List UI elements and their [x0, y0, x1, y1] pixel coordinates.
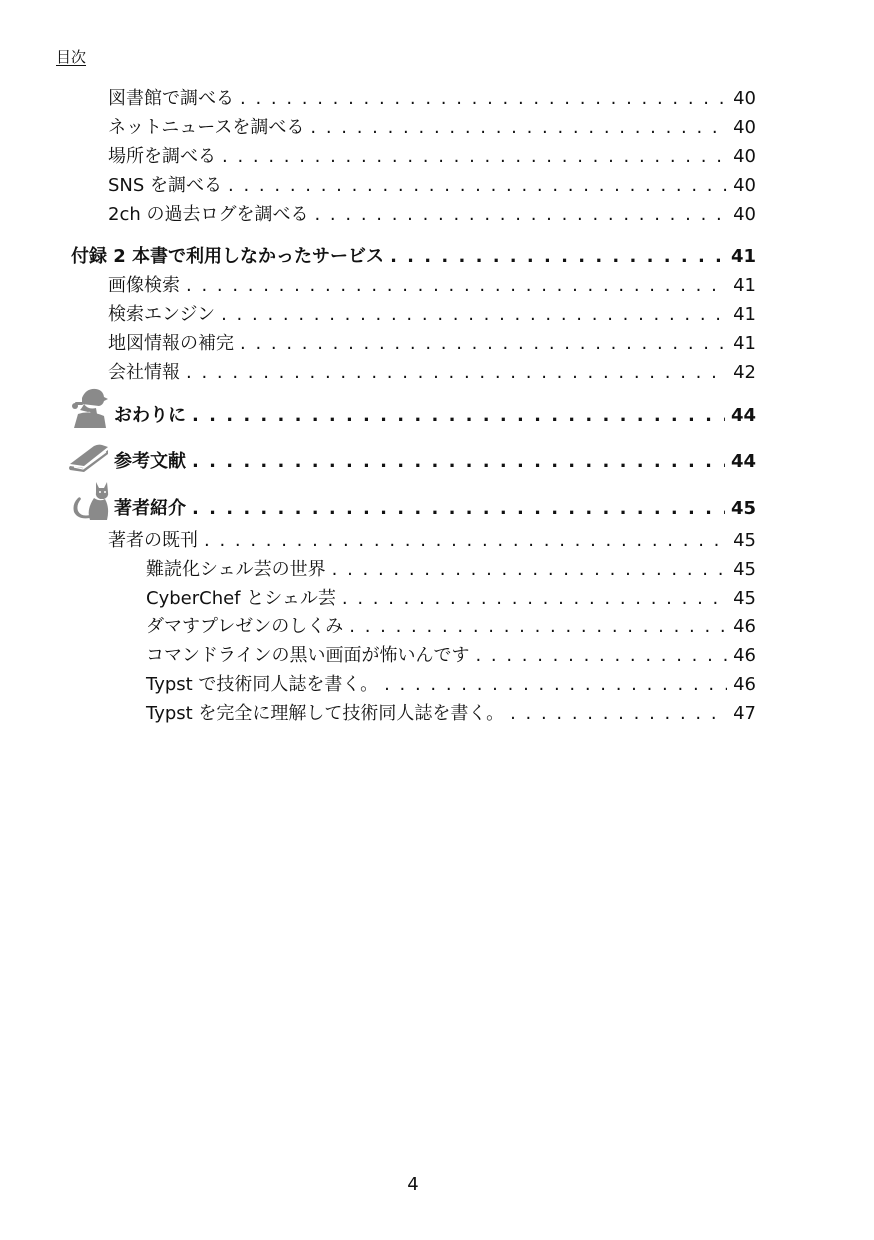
toc-chapter-owarini[interactable]	[114, 401, 756, 427]
toc-entry-page: 46	[733, 674, 756, 695]
toc-entry-label: 画像検索	[108, 275, 180, 296]
toc-entry-label: コマンドラインの黒い画面が怖いんです	[146, 645, 470, 666]
toc-entry-page: 41	[733, 275, 756, 296]
toc-entry-page: 45	[730, 498, 756, 519]
dot-leader	[186, 275, 727, 296]
toc-entry-label: CyberChef とシェル芸	[146, 588, 336, 609]
toc-entry-label: 検索エンジン	[108, 304, 216, 325]
dot-leader	[240, 333, 727, 354]
toc-entry-page: 40	[733, 117, 756, 138]
cat-icon	[70, 480, 112, 522]
toc-entry-label: 図書館で調べる	[108, 88, 234, 109]
toc-chapter-appendix2[interactable]	[71, 242, 756, 268]
page-number: 4	[407, 1174, 419, 1195]
toc-entry[interactable]	[108, 84, 756, 110]
toc-subentry[interactable]	[146, 699, 756, 725]
toc-entry[interactable]	[108, 171, 756, 197]
toc-chapter-chosha[interactable]	[114, 494, 756, 520]
dot-leader	[332, 559, 727, 580]
toc-subentry[interactable]	[146, 584, 756, 610]
toc-entry-label: 2ch の過去ログを調べる	[108, 204, 309, 225]
dot-leader	[510, 703, 727, 724]
toc-entry-page: 45	[733, 588, 756, 609]
toc-chapter-sanko[interactable]	[114, 447, 756, 473]
dot-leader	[192, 498, 725, 519]
toc-entry-label: Typst を完全に理解して技術同人誌を書く。	[146, 703, 505, 724]
dot-leader	[228, 175, 727, 196]
book-icon	[68, 442, 110, 474]
toc-entry-label: ダマすプレゼンのしくみ	[146, 616, 344, 637]
toc-entry-page: 44	[730, 405, 756, 426]
toc-entry-page: 45	[733, 559, 756, 580]
dot-leader	[192, 405, 725, 426]
toc-entry-label: 場所を調べる	[108, 146, 216, 167]
toc-entry-label: 参考文献	[114, 451, 186, 472]
toc-entry-page: 46	[733, 645, 756, 666]
toc-entry-page: 46	[733, 616, 756, 637]
toc-entry-page: 42	[733, 362, 756, 383]
toc-entry-page: 47	[733, 703, 756, 724]
dot-leader	[475, 645, 727, 666]
dot-leader	[240, 88, 727, 109]
toc-entry[interactable]	[108, 142, 756, 168]
toc-entry[interactable]	[108, 271, 756, 297]
toc-entry-page: 41	[730, 246, 756, 267]
toc-entry-page: 41	[733, 304, 756, 325]
dot-leader	[192, 451, 725, 472]
toc-entry-page: 45	[733, 530, 756, 551]
dot-leader	[204, 530, 727, 551]
toc-entry-label: Typst で技術同人誌を書く。	[146, 674, 379, 695]
toc-entry-label: 著者の既刊	[108, 530, 198, 551]
toc-entry-label: 会社情報	[108, 362, 180, 383]
toc-entry[interactable]	[108, 526, 756, 552]
toc-subentry[interactable]	[146, 555, 756, 581]
running-header: 目次	[56, 48, 87, 66]
dot-leader	[349, 616, 727, 637]
dot-leader	[390, 246, 725, 267]
toc-entry[interactable]	[108, 113, 756, 139]
dot-leader	[186, 362, 727, 383]
toc-entry-label: 著者紹介	[114, 498, 186, 519]
dot-leader	[221, 304, 727, 325]
dot-leader	[222, 146, 727, 167]
dot-leader	[310, 117, 727, 138]
dot-leader	[342, 588, 727, 609]
toc-entry-label: SNS を調べる	[108, 175, 223, 196]
dot-leader	[314, 204, 727, 225]
toc-entry-label: 付録 2 本書で利用しなかったサービス	[71, 246, 385, 267]
toc-entry[interactable]	[108, 329, 756, 355]
toc-entry[interactable]	[108, 200, 756, 226]
toc-entry-page: 41	[733, 333, 756, 354]
toc-entry-page: 44	[730, 451, 756, 472]
dot-leader	[384, 674, 727, 695]
toc-entry-page: 40	[733, 146, 756, 167]
toc-subentry[interactable]	[146, 670, 756, 696]
toc-entry-label: 地図情報の補完	[108, 333, 234, 354]
toc-entry[interactable]	[108, 300, 756, 326]
detective-icon	[70, 386, 110, 428]
toc-entry-page: 40	[733, 175, 756, 196]
toc-subentry[interactable]	[146, 641, 756, 667]
toc-entry-label: 難読化シェル芸の世界	[146, 559, 326, 580]
toc-entry-label: おわりに	[114, 405, 186, 426]
toc-entry[interactable]	[108, 358, 756, 384]
toc-entry-page: 40	[733, 204, 756, 225]
toc-subentry[interactable]	[146, 612, 756, 638]
toc-entry-label: ネットニュースを調べる	[108, 117, 305, 138]
toc-entry-page: 40	[733, 88, 756, 109]
